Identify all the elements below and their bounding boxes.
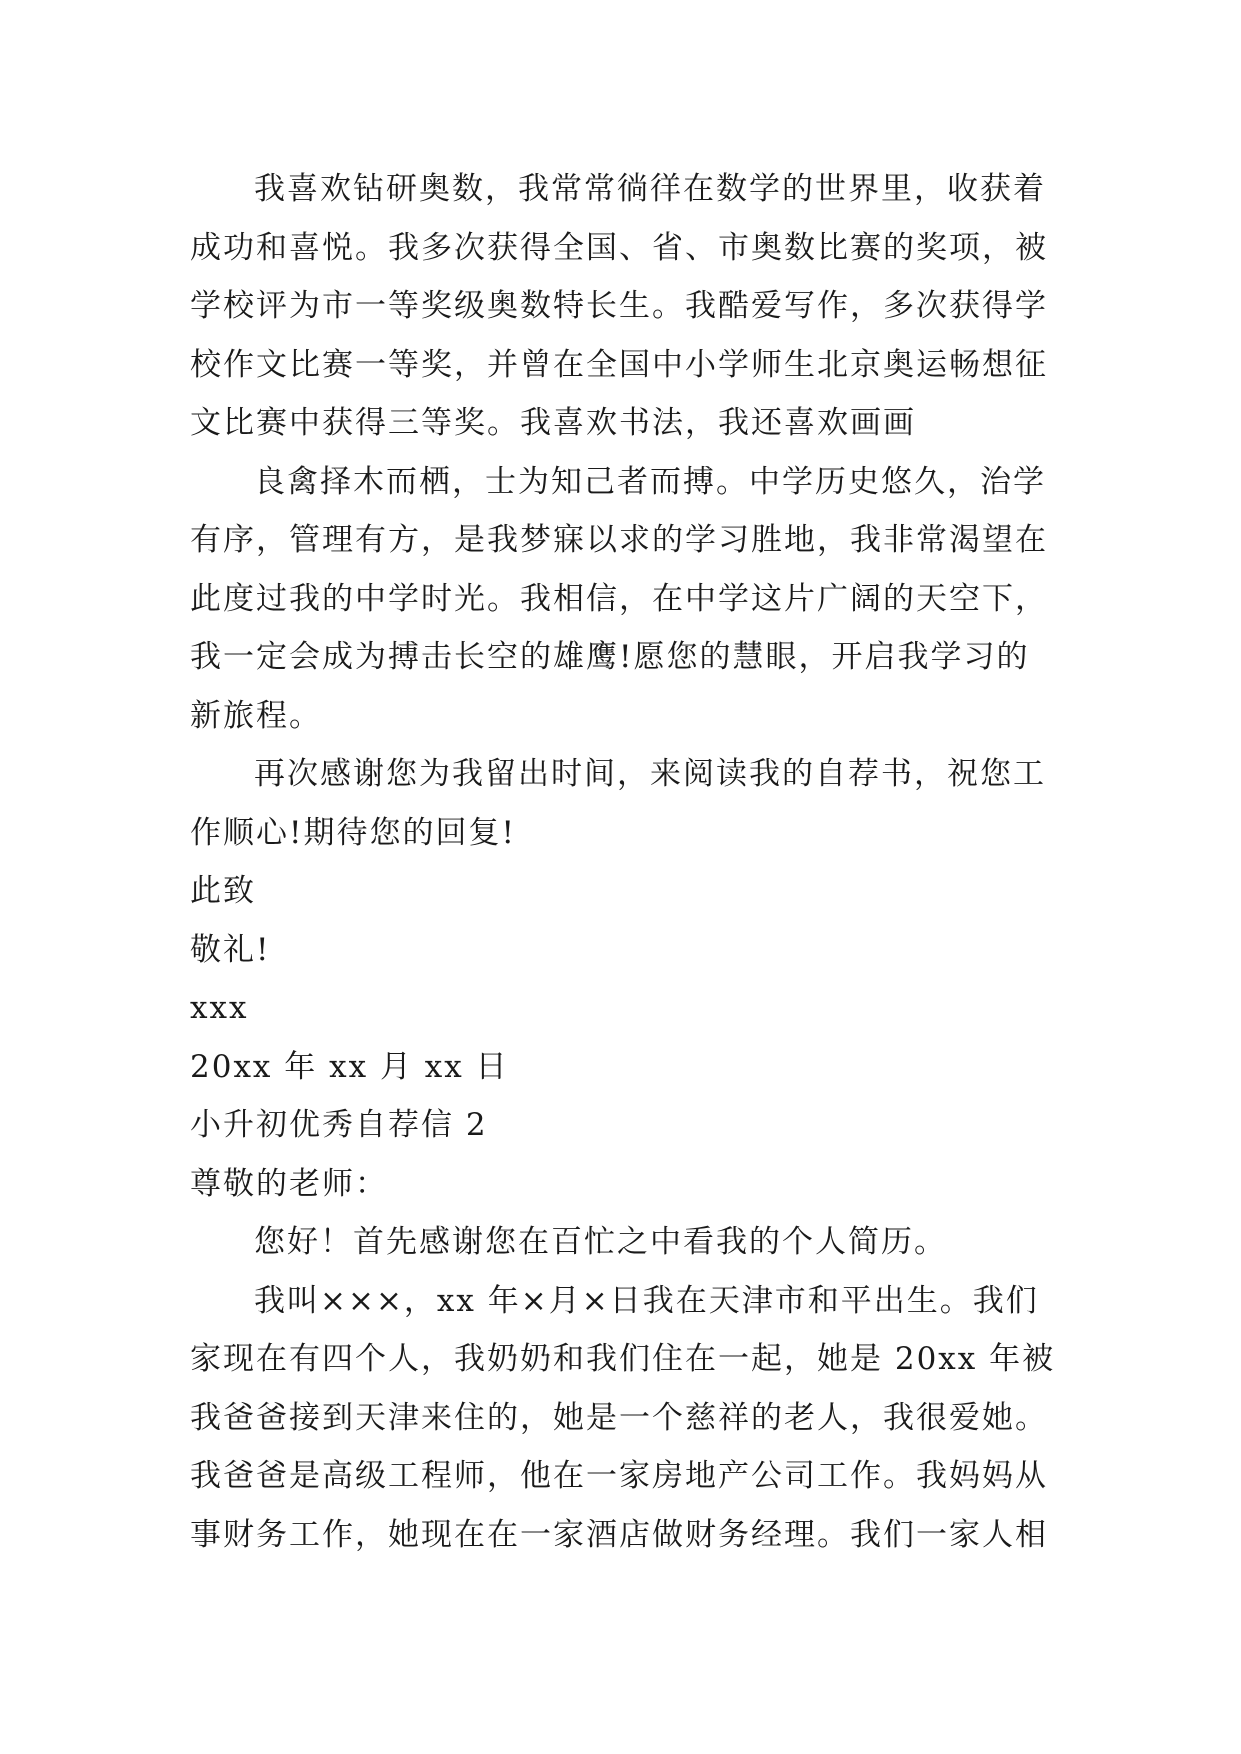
- signature-date: 20xx 年 xx 月 xx 日: [190, 1048, 509, 1085]
- text-line-9: 我一定会成为搏击长空的雄鹰!愿您的慧眼，开启我学习的: [190, 639, 1030, 675]
- text-line-12: 作顺心!期待您的回复!: [190, 814, 516, 851]
- text-line-20: 我叫×××，xx 年×月×日我在天津市和平出生。我们: [254, 1282, 1039, 1319]
- text-line-8: 此度过我的中学时光。我相信，在中学这片广阔的天空下，: [190, 580, 1048, 617]
- text-line-24: 事财务工作，她现在在一家酒店做财务经理。我们一家人相: [190, 1516, 1048, 1553]
- letter-body: [190, 160, 1070, 1564]
- closing-regards: 敬礼!: [190, 931, 271, 968]
- text-line-2: 成功和喜悦。我多次获得全国、省、市奥数比赛的奖项，被: [190, 229, 1048, 266]
- text-line-19: 您好！首先感谢您在百忙之中看我的个人简历。: [254, 1224, 947, 1260]
- text-line-5: 文比赛中获得三等奖。我喜欢书法，我还喜欢画画: [190, 405, 916, 441]
- greeting: 尊敬的老师：: [190, 1165, 388, 1202]
- signature-name: xxx: [190, 990, 249, 1026]
- text-line-10: 新旅程。: [190, 697, 322, 734]
- text-line-11: 再次感谢您为我留出时间，来阅读我的自荐书，祝您工: [254, 756, 1046, 792]
- closing-salutation: 此致: [190, 873, 256, 909]
- text-line-3: 学校评为市一等奖级奥数特长生。我酷爱写作，多次获得学: [190, 288, 1048, 324]
- text-line-7: 有序，管理有方，是我梦寐以求的学习胜地，我非常渴望在: [190, 522, 1048, 558]
- text-line-6: 良禽择木而栖，士为知己者而搏。中学历史悠久，治学: [254, 463, 1046, 500]
- text-line-4: 校作文比赛一等奖，并曾在全国中小学师生北京奥运畅想征: [190, 346, 1048, 383]
- section-title: 小升初优秀自荐信 2: [190, 1107, 488, 1143]
- text-line-21: 家现在有四个人，我奶奶和我们住在一起，她是 20xx 年被: [190, 1341, 1056, 1377]
- text-line-23: 我爸爸是高级工程师，他在一家房地产公司工作。我妈妈从: [190, 1458, 1048, 1494]
- text-line-22: 我爸爸接到天津来住的，她是一个慈祥的老人，我很爱她。: [190, 1399, 1048, 1436]
- text-line-1: 我喜欢钻研奥数，我常常徜徉在数学的世界里，收获着: [254, 171, 1046, 207]
